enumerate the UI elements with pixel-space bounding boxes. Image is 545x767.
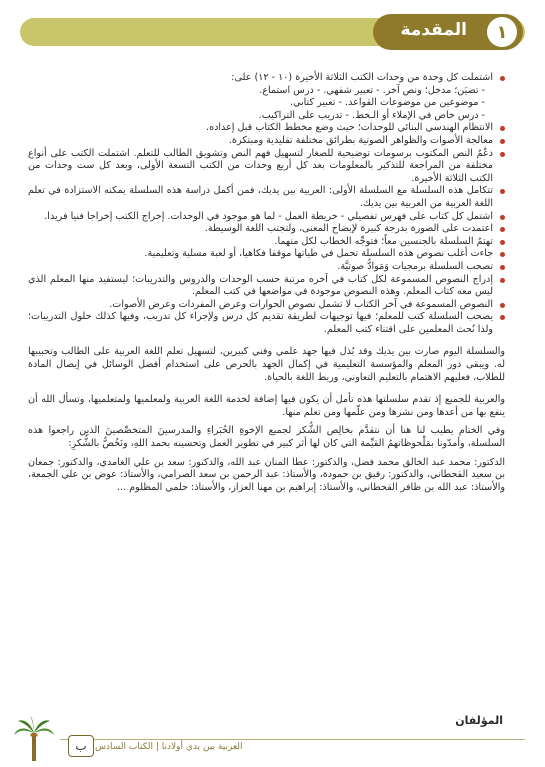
list-item-text: تهتمُ السلسلة بالجنسين معاً؛ فتوجِّه الخطاب لكل منهما. [274, 235, 493, 247]
bullet-icon [500, 139, 505, 144]
list-item [28, 223, 505, 236]
list-item-text: اعتمدت على الصورة بدرجة كبيرة لإيضاح المعنى، ولتجنب اللغة الوسيطة. [204, 223, 493, 235]
list-item [28, 122, 505, 135]
body-paragraph: وفي الختام يطيب لنا هنا أن نتقدَّم بخالِص الشُّكر لجميع الإخوةِ الخُبَراءِ والمدرسينَ المتخصِّصينَ الذين راجعوا هذه السلسلة، وأمدّونا بمَلْحوظاتهمُ القيِّمة التي كان لها أثر كبير في تطوير العمل وتحسينه بحمد اللهِ، ونَخُصُّ بالشُّكرِ: [28, 425, 505, 450]
list-item [28, 72, 505, 122]
bullet-icon [500, 252, 505, 257]
bullet-icon [500, 152, 505, 157]
list-item-text: تتكامل هذه السلسلة مع السلسلة الأولى: العربية بين يديك، فمن أكمل دراسة هذه السلسلة يمكنه الاستزادة في تعلم اللغة العربية من العربية بين يديك. [28, 185, 493, 209]
list-item-text: تصحب السلسلة برمجيات وَمَوادُّ صوتيَّة. [337, 260, 493, 272]
bullet-icon [500, 265, 505, 270]
list-item [28, 135, 505, 148]
list-item-text: جاءت أغلب نصوص هذه السلسلة تحمل في طياتها موقفا فكاهيا، أو لعبة مسلية وتعليمية. [144, 248, 493, 260]
list-item [28, 211, 505, 224]
authors-signature: المؤلفان [455, 714, 503, 727]
bullet-icon [500, 76, 505, 81]
bullet-icon [500, 315, 505, 320]
palm-tree-icon [12, 715, 56, 763]
bullet-icon [500, 240, 505, 245]
main-content [28, 72, 505, 494]
chapter-number-badge: ١ [487, 17, 517, 47]
sub-item: - درس خاص في الإملاء أو الـخط. - تدريب على التراكيب. [258, 109, 485, 121]
sub-item: - تضيَن؛ مدخل؛ ونص آخر. - تعبير شفهي. - درس استماع. [259, 84, 485, 96]
sub-item: - موضوعين من موضوعات القواعد. - تعبير كتابي. [289, 97, 485, 109]
bullet-icon [500, 278, 505, 283]
list-item [28, 236, 505, 249]
body-paragraph: والعربية للجميع إذ تقدم سلسلتها هذه تأمل أن يكون فيها إضافة لخدمة اللغة العربية ولمعلميها ولمتعلميها، وتسأل الله أن ينفع بها من أعدها ومن نشرها ومن علّمها ومن تعلم منها. [28, 394, 505, 418]
list-item-text: الانتظام الهندسي البنائي للوحدات؛ حيث وضع مخطط الكتاب قبل إعداده. [206, 122, 493, 134]
list-item [28, 274, 505, 299]
body-paragraph: والسلسلة اليوم صارت بين يديك وقد بُذل فيها جهد علمي وفني كبيرين، لتسهيل تعلم اللغة العربية على الطالب وتحبيبها له. ويبقى دور المعلم والمؤسسة التعليمية في إكمال الجهد بالحرص على استخدام أفضل الوسائل في إيصال المادة للطلاب، فعليهم الاهتمام بالتعليم التعاوني، وربط اللغة بالحياة. [28, 346, 505, 383]
list-item [28, 299, 505, 312]
feature-list [28, 72, 505, 336]
footer-divider [60, 739, 525, 740]
list-item [28, 311, 505, 336]
bullet-icon [500, 227, 505, 232]
list-item-text: النصوص المسموعة في آخر الكتاب لا تشمل نصوص الحوارات وعرض المفردات وعرض الأصوات. [109, 298, 493, 310]
bullet-icon [500, 215, 505, 220]
page-footer [0, 717, 545, 767]
list-item [28, 185, 505, 210]
body-paragraph: الدكتور: محمد عبد الخالق محمد فضل، والدكتور: عطا المنان عبد الله، والدكتور: سعد بن علي الغامدي، والدكتور: جمعان بن سعيد القحطاني، والدكتور: رفيق بن حمودة، والأستاذ: عبد الرحمن بن سعد الصرامي، والأستاذ: عوض بن علي الجمعة، والأستاذ: عبد الله بن ظافر القحطاني، والأستاذ: إبراهيم بن مهنا العزاز، والأستاذ: حلمي المظلوم ... [28, 456, 505, 493]
list-item-text: معالجة الأصوات والظواهر الصوتية بطرائق مختلفة تقليدية ومبتكرة. [228, 134, 493, 146]
page-number: ب [68, 735, 94, 757]
list-item-text: إدراج النصوص المسموعة لكل كتاب في آخره مرتبة حسب الوحدات والدروس والتدريبات؛ ليستفيد منها المعلم الذي ليس معه كتاب المعلم. وهذه النصوص موجودة في مواضعها في كتب المعلم. [28, 273, 493, 298]
list-item [28, 261, 505, 274]
list-item [28, 148, 505, 186]
list-item-text: دعْمُ النص المكتوب برسومات توضيحية للصغار لتسهيل فهم النص وتشويق الطالب للتعلم. اشتملت الكتب على أنواع مختلفة من المراجعة للتذكير بالمعلومات بعد كل أربع وحدات من الكتب التسعة الأولى، وبعد كل ست وحدات من الكتب الثلاثة الأخيرة. [28, 147, 493, 184]
list-item [28, 248, 505, 261]
list-item-text: اشتملت كل وحدة من وحدات الكتب الثلاثة الأخيرة (١٠ - ١٢) على: [231, 72, 493, 83]
list-item-text: يصحب السلسلة كتب للمعلم؛ فيها توجيهات لطريقة تقديم كل درس ولإجراء كل تدريب، وفيها كذلك حلول التدريبات؛ ولذا نُحث المعلمين على اقتناء كتب المعلم. [28, 311, 493, 335]
bullet-icon [500, 303, 505, 308]
list-item-text: اشتمل كل كتاب على فهرس تفصيلي - خريطة العمل - لما هو موجود في الوحدات. إخراج الكتب إخراجا فنيا فريدا. [44, 210, 493, 222]
bullet-icon [500, 189, 505, 194]
page-title: المقدمة [400, 20, 467, 40]
bullet-icon [500, 126, 505, 131]
footer-book-title: العربية بين يدي أولادنا | الكتاب السادس [95, 742, 243, 752]
